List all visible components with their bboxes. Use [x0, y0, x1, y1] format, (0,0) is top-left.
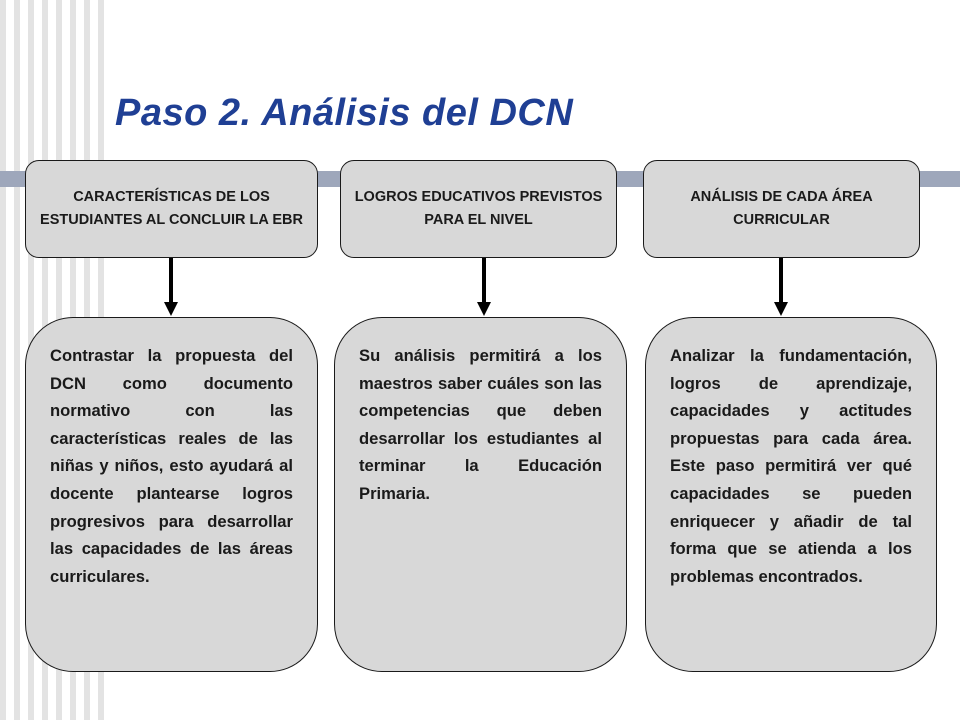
- column-2-header-text: LOGROS EDUCATIVOS PREVISTOS PARA EL NIVEL: [354, 189, 603, 228]
- down-arrow-icon: [477, 258, 491, 316]
- column-3-header-box: [643, 160, 920, 258]
- column-1-header-text: CARACTERÍSTICAS DE LOS ESTUDIANTES AL CONCLUIR LA EBR: [40, 189, 303, 228]
- column-2-header-box: [340, 160, 617, 258]
- column-3-header-text: ANÁLISIS DE CADA ÁREA CURRICULAR: [690, 189, 873, 228]
- slide-title: Paso 2. Análisis del DCN: [115, 92, 574, 134]
- down-arrow-icon: [774, 258, 788, 316]
- column-3-description-box: [645, 317, 937, 672]
- column-2-description-box: [334, 317, 627, 672]
- column-1-description-box: [25, 317, 318, 672]
- column-2-description-text: Su análisis permitirá a los maestros saber cuáles son las competencias que deben desarrollar los estudiantes al terminar la Educación Primaria.: [359, 346, 602, 503]
- column-1-description-text: Contrastar la propuesta del DCN como documento normativo con las características reales de las niñas y niños, esto ayudará al docente plantearse logros progresivos para desarrollar las capacidades de las áreas curriculares.: [50, 346, 293, 586]
- down-arrow-icon: [164, 258, 178, 316]
- column-3-description-text: Analizar la fundamentación, logros de aprendizaje, capacidades y actitudes propuestas para cada área. Este paso permitirá ver qué capacidades se pueden enriquecer y añadir de tal forma que se atienda a los problemas encontrados.: [670, 346, 912, 586]
- column-1-header-box: [25, 160, 318, 258]
